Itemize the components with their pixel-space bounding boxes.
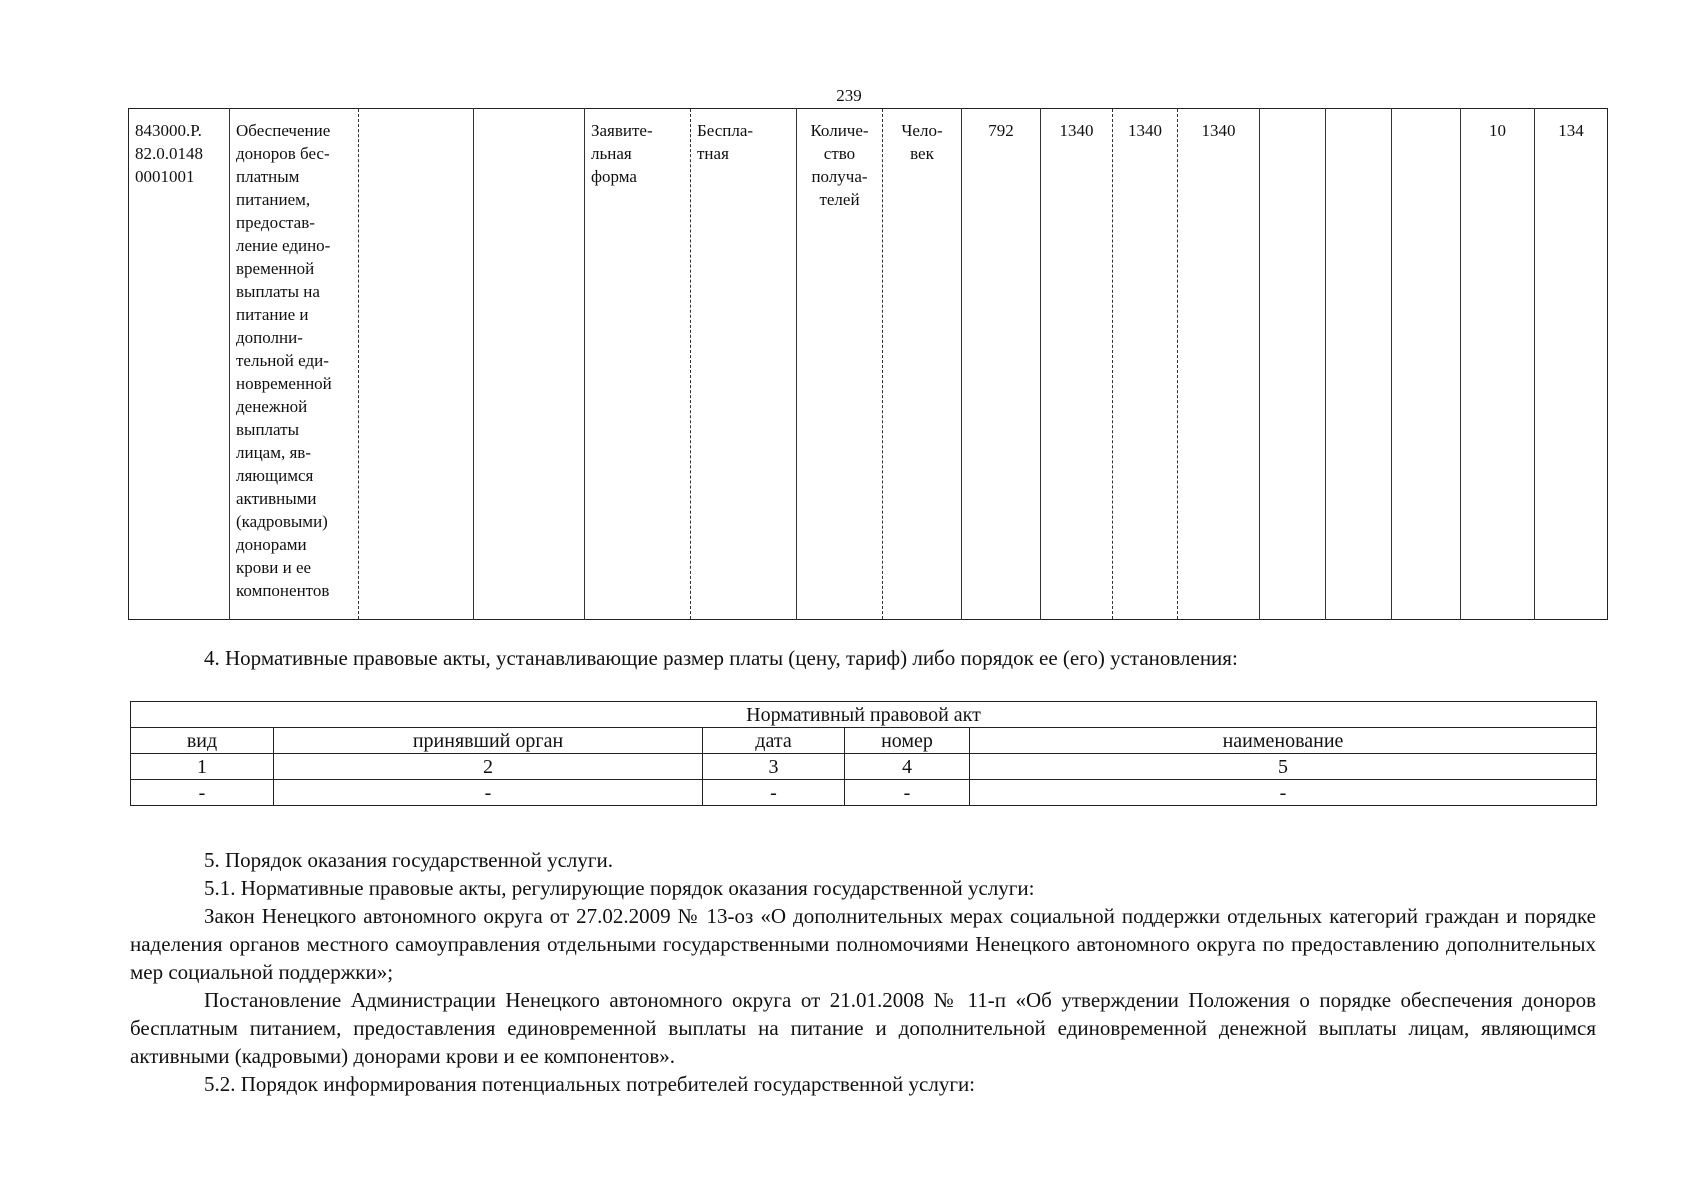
- column-header: вид: [131, 728, 274, 754]
- table-cell: -: [845, 780, 970, 806]
- service-name: Обеспечение доноров бес- платным питанием, предостав- ление едино- временной выплаты на питание и дополни- тельной еди- новременной денежной выплаты лицам, яв- ляющимся активными (кадровыми) донорами крови и ее компонентов: [230, 109, 359, 620]
- service-form: Заявите- льная форма: [585, 109, 691, 620]
- table-cell: -: [131, 780, 274, 806]
- law-paragraph: Закон Ненецкого автономного округа от 27.02.2009 № 13-оз «О дополнительных мерах социальной поддержки отдельных категорий граждан и порядке наделения органов местного самоуправления отдельными государственными полномочиями Ненецкого автономного округа по предоставлению дополнительных мер социальной поддержки»;: [130, 904, 1596, 984]
- value-year-1: 1340: [1041, 109, 1113, 620]
- column-number: 4: [845, 754, 970, 780]
- resolution-paragraph: Постановление Администрации Ненецкого автономного округа от 21.01.2008 № 11-п «Об утверждении Положения о порядке обеспечения доноров бесплатным питанием, предоставления единовременной выплаты на питание и дополнительной единовременной денежной выплаты лицам, являющимся активными (кадровыми) донорами крови и ее компонентов».: [130, 988, 1596, 1068]
- column-header: принявший орган: [274, 728, 703, 754]
- value-year-2: 1340: [1113, 109, 1178, 620]
- table-cell: -: [274, 780, 703, 806]
- okei-code: 792: [962, 109, 1041, 620]
- column-number: 2: [274, 754, 703, 780]
- legal-acts-table: [130, 701, 1597, 806]
- column-number: 5: [970, 754, 1597, 780]
- section-5-1-heading: 5.1. Нормативные правовые акты, регулирующие порядок оказания государственной услуги:: [204, 876, 1035, 900]
- deviation-percent: 10: [1461, 109, 1535, 620]
- table-row: [131, 754, 1597, 780]
- table-row: [131, 780, 1597, 806]
- column-header: дата: [703, 728, 845, 754]
- empty-cell: [1326, 109, 1392, 620]
- service-indicators-table: [128, 108, 1608, 620]
- column-number: 3: [703, 754, 845, 780]
- payment-type: Бесплa- тная: [691, 109, 797, 620]
- column-header: номер: [845, 728, 970, 754]
- section-5-2-heading: 5.2. Порядок информирования потенциальных потребителей государственной услуги:: [204, 1072, 976, 1096]
- indicator-name: Количе- ство получа- телей: [797, 109, 883, 620]
- column-header: наименование: [970, 728, 1597, 754]
- service-code: 843000.Р. 82.0.0148 0001001: [129, 109, 230, 620]
- empty-cell: [474, 109, 585, 620]
- empty-cell: [1392, 109, 1461, 620]
- column-number: 1: [131, 754, 274, 780]
- table-cell: -: [970, 780, 1597, 806]
- empty-cell: [359, 109, 474, 620]
- deviation-absolute: 134: [1535, 109, 1608, 620]
- value-year-3: 1340: [1178, 109, 1260, 620]
- section-4-heading: 4. Нормативные правовые акты, устанавливающие размер платы (цену, тариф) либо порядок ее (его) установления:: [204, 646, 1238, 670]
- table-row: [129, 109, 1608, 620]
- section-5-heading: 5. Порядок оказания государственной услуги.: [204, 848, 613, 872]
- section-5: [130, 846, 1596, 1098]
- table-header-row: [131, 728, 1597, 754]
- page-number: 239: [836, 86, 862, 105]
- table-cell: -: [703, 780, 845, 806]
- table-title: Нормативный правовой акт: [131, 702, 1597, 728]
- table-row: [131, 702, 1597, 728]
- empty-cell: [1260, 109, 1326, 620]
- unit-name: Чело- век: [883, 109, 962, 620]
